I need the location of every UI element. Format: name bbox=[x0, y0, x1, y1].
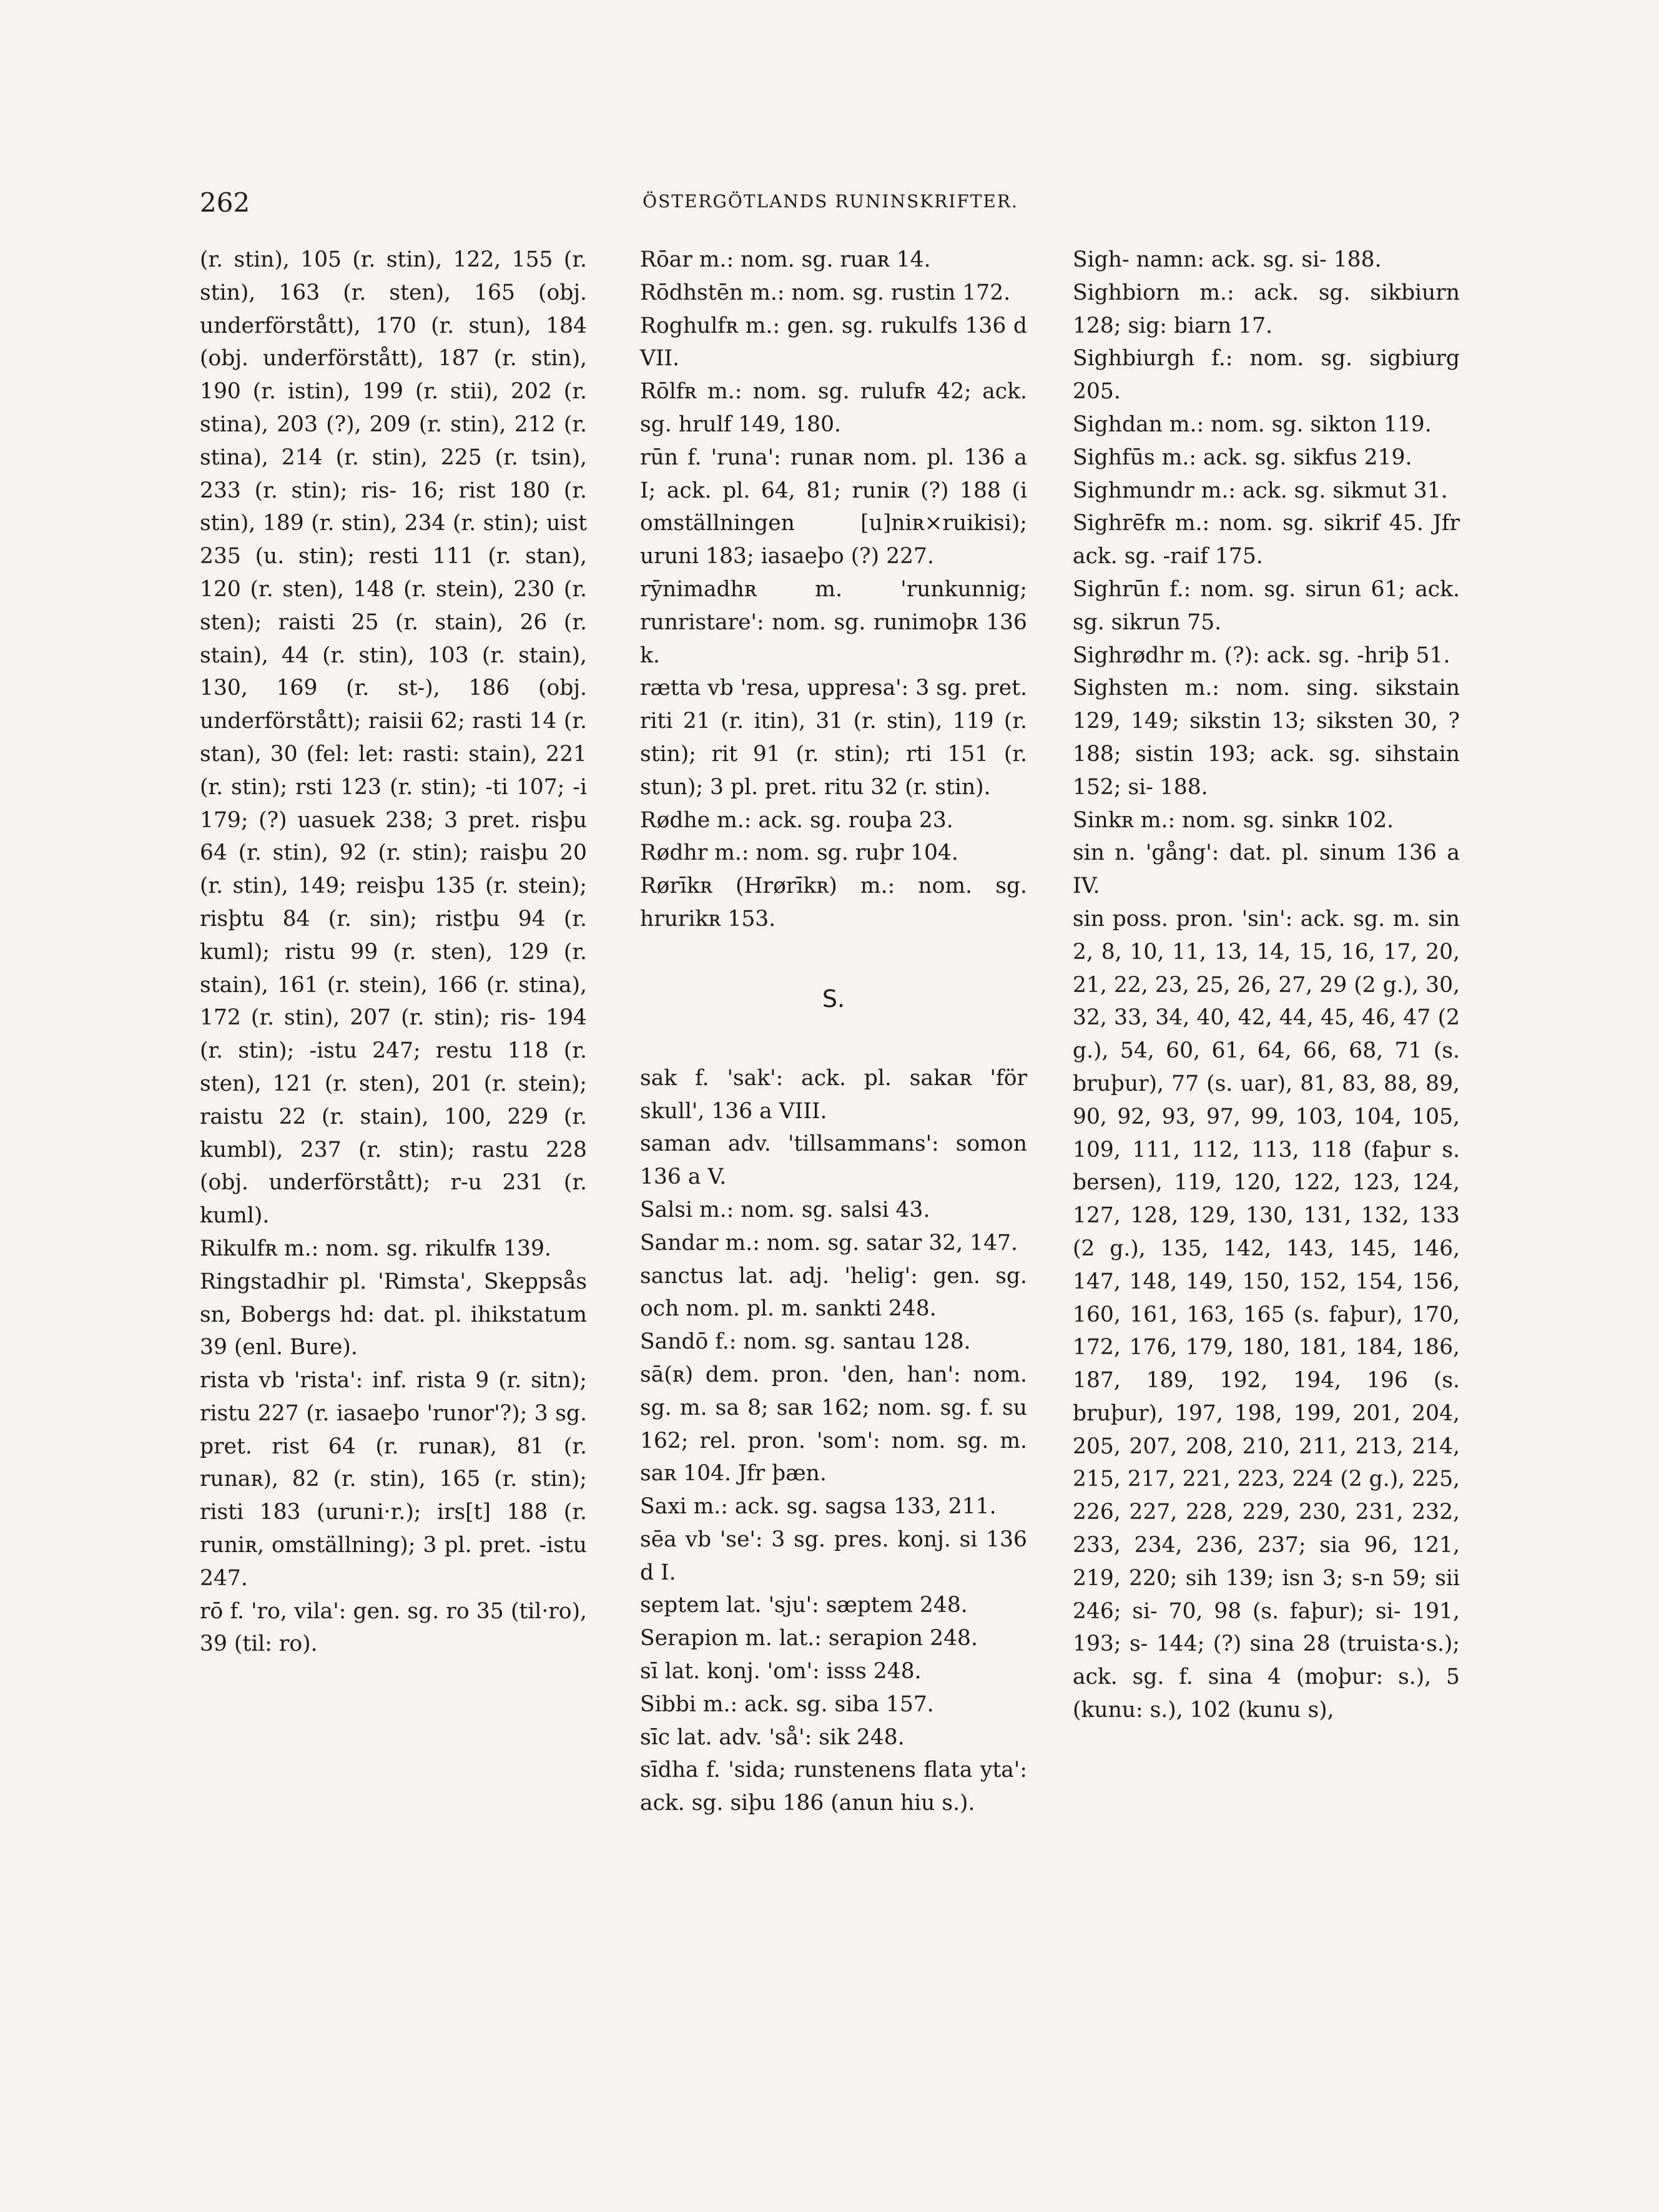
dictionary-entry: Rōlfʀ m.: nom. sg. rulufʀ 42; ack. sg. hrulf 149, 180. bbox=[640, 379, 1027, 437]
dictionary-entry: sīdha f. 'sida; runstenens flata yta': ack. sg. siþu 186 (anun hiu s.). bbox=[640, 1757, 1027, 1816]
dictionary-entry: sēa vb 'se': 3 sg. pres. konj. si 136 d I. bbox=[640, 1526, 1027, 1585]
dictionary-entry: Sibbi m.: ack. sg. siba 157. bbox=[640, 1691, 934, 1717]
dictionary-entry: rætta vb 'resa, uppresa': 3 sg. pret. riti 21 (r. itin), 31 (r. stin), 119 (r. stin); rit 91 (r. stin); rti 151 (r. stun); 3 pl. pret. ritu 32 (r. stin). bbox=[640, 676, 1027, 800]
dictionary-entry: Rikulfʀ m.: nom. sg. rikulfʀ 139. bbox=[200, 1236, 551, 1261]
dictionary-entry: Sinkʀ m.: nom. sg. sinkʀ 102. bbox=[1073, 807, 1394, 833]
dictionary-entry: rȳnimadhʀ m. 'runkunnig; runristare': nom. sg. runimoþʀ 136 k. bbox=[640, 576, 1027, 668]
column-right bbox=[1073, 243, 1460, 1727]
dictionary-entry: sanctus lat. adj. 'helig': gen. sg. och nom. pl. m. sankti 248. bbox=[640, 1263, 1027, 1322]
column-left bbox=[200, 243, 587, 1661]
dictionary-entry: Sighmundr m.: ack. sg. sikmut 31. bbox=[1073, 478, 1448, 503]
dictionary-entry: rista vb 'rista': inf. rista 9 (r. sitn); ristu 227 (r. iasaeþo 'runor'?); 3 sg. pret. rist 64 (r. runaʀ), 81 (r. runaʀ), 82 (r. stin), 165 (r. stin); risti 183 (uruni·r.); irs[t] 188 (r. runiʀ, omställning); 3 pl. pret. -istu 247. bbox=[200, 1368, 587, 1591]
dictionary-entry: sā(ʀ) dem. pron. 'den, han': nom. sg. m. sa 8; saʀ 162; nom. sg. f. su 162; rel. pron. 'som': nom. sg. m. saʀ 104. Jfr þæn. bbox=[640, 1362, 1027, 1487]
dictionary-entry: Sandar m.: nom. sg. satar 32, 147. bbox=[640, 1230, 1018, 1256]
dictionary-entry: (r. stin), 105 (r. stin), 122, 155 (r. stin), 163 (r. sten), 165 (obj. underförstått), 170 (r. stun), 184 (obj. underförstått), 187 (r. stin), 190 (r. istin), 199 (r. stii), 202 (r. stina), 203 (?), 209 (r. stin), 212 (r. stina), 214 (r. stin), 225 (r. tsin), 233 (r. stin); ris- 16; rist 180 (r. stin), 189 (r. stin), 234 (r. stin); uist 235 (u. stin); resti 111 (r. stan), 120 (r. sten), 148 (r. stein), 230 (r. sten); raisti 25 (r. stain), 26 (r. stain), 44 (r. stin), 103 (r. stain), 130, 169 (r. st-), 186 (obj. underförstått); raisii 62; rasti 14 (r. stan), 30 (fel: let: rasti: stain), 221 (r. stin); rsti 123 (r. stin); -ti 107; -i 179; (?) uasuek 238; 3 pret. risþu 64 (r. stin), 92 (r. stin); raisþu 20 (r. stin), 149; reisþu 135 (r. stein); risþtu 84 (r. sin); ristþu 94 (r. kuml); ristu 99 (r. sten), 129 (r. stain), 161 (r. stein), 166 (r. stina), 172 (r. stin), 207 (r. stin); ris- 194 (r. stin); -istu 247; restu 118 (r. sten), 121 (r. sten), 201 (r. stein); raistu 22 (r. stain), 100, 229 (r. kumbl), 237 (r. stin); rastu 228 (obj. underförstått); r-u 231 (r. kuml). bbox=[200, 247, 587, 1229]
dictionary-entry: Sighrødhr m. (?): ack. sg. -hriþ 51. bbox=[1073, 642, 1450, 668]
dictionary-entry: sī lat. konj. 'om': isss 248. bbox=[640, 1659, 922, 1684]
dictionary-entry: septem lat. 'sju': sæptem 248. bbox=[640, 1593, 968, 1618]
dictionary-entry: Sighbiurgh f.: nom. sg. sigbiurg 205. bbox=[1073, 346, 1460, 405]
section-heading: S. bbox=[822, 985, 845, 1013]
dictionary-entry: Ringstadhir pl. 'Rimsta', Skeppsås sn, Bobergs hd: dat. pl. ihikstatum 39 (enl. Bure). bbox=[200, 1269, 587, 1360]
dictionary-entry: Roghulfʀ m.: gen. sg. rukulfs 136 d VII. bbox=[640, 313, 1027, 371]
dictionary-entry: Sighdan m.: nom. sg. sikton 119. bbox=[1073, 411, 1432, 437]
dictionary-entry: Salsi m.: nom. sg. salsi 43. bbox=[640, 1197, 930, 1222]
dictionary-entry: Sandō f.: nom. sg. santau 128. bbox=[640, 1329, 971, 1355]
dictionary-entry: Sigh- namn: ack. sg. si- 188. bbox=[1073, 247, 1382, 272]
dictionary-entry: Serapion m. lat.: serapion 248. bbox=[640, 1626, 978, 1651]
dictionary-entry: sin poss. pron. 'sin': ack. sg. m. sin 2, 8, 10, 11, 13, 14, 15, 16, 17, 20, 21, 22, 23, 25, 26, 27, 29 (2 g.), 30, 32, 33, 34, 40, 42, 44, 45, 46, 47 (2 g.), 54, 60, 61, 64, 66, 68, 71 (s. bruþur), 77 (s. uar), 81, 83, 88, 89, 90, 92, 93, 97, 99, 103, 104, 105, 109, 111, 112, 113, 118 (faþur s. bersen), 119, 120, 122, 123, 124, 127, 128, 129, 130, 131, 132, 133 (2 g.), 135, 142, 143, 145, 146, 147, 148, 149, 150, 152, 154, 156, 160, 161, 163, 165 (s. faþur), 170, 172, 176, 179, 180, 181, 184, 186, 187, 189, 192, 194, 196 (s. bruþur), 197, 198, 199, 201, 204, 205, 207, 208, 210, 211, 213, 214, 215, 217, 221, 223, 224 (2 g.), 225, 226, 227, 228, 229, 230, 231, 232, 233, 234, 236, 237; sia 96, 121, 219, 220; sih 139; isn 3; s-n 59; sii 246; si- 70, 98 (s. faþur); si- 191, 193; s- 144; (?) sina 28 (truista·s.); ack. sg. f. sina 4 (moþur: s.), 5 (kunu: s.), 102 (kunu s), bbox=[1073, 906, 1460, 1723]
dictionary-entry: Sighsten m.: nom. sing. sikstain 129, 149; sikstin 13; siksten 30, ? 188; sistin 193; ack. sg. sihstain 152; si- 188. bbox=[1073, 676, 1460, 800]
page-number: 262 bbox=[200, 187, 250, 218]
column-middle bbox=[640, 243, 1027, 1820]
dictionary-entry: Sighrūn f.: nom. sg. sirun 61; ack. sg. sikrun 75. bbox=[1073, 576, 1460, 635]
running-head: ÖSTERGÖTLANDS RUNINSKRIFTER. bbox=[642, 191, 1018, 212]
dictionary-entry: Saxi m.: ack. sg. sagsa 133, 211. bbox=[640, 1494, 997, 1520]
dictionary-entry: Rørīkʀ (Hrørīkʀ) m.: nom. sg. hrurikʀ 153. bbox=[640, 873, 1027, 931]
dictionary-entry: sin n. 'gång': dat. pl. sinum 136 a IV. bbox=[1073, 840, 1460, 899]
dictionary-entry: Sighbiorn m.: ack. sg. sikbiurn 128; sig: biarn 17. bbox=[1073, 280, 1460, 338]
dictionary-entry: rō f. 'ro, vila': gen. sg. ro 35 (til·ro), 39 (til: ro). bbox=[200, 1598, 587, 1657]
dictionary-entry: Rødhe m.: ack. sg. rouþa 23. bbox=[640, 807, 953, 833]
dictionary-entry: Sighrēfʀ m.: nom. sg. sikrif 45. Jfr ack. sg. -raif 175. bbox=[1073, 511, 1460, 569]
dictionary-entry: sak f. 'sak': ack. pl. sakaʀ 'för skull', 136 a VIII. bbox=[640, 1065, 1027, 1124]
dictionary-entry: Rødhr m.: nom. sg. ruþr 104. bbox=[640, 840, 958, 866]
dictionary-entry: Sighfūs m.: ack. sg. sikfus 219. bbox=[1073, 445, 1412, 470]
dictionary-entry: saman adv. 'tillsammans': somon 136 a V. bbox=[640, 1131, 1027, 1190]
dictionary-entry: Rōar m.: nom. sg. ruaʀ 14. bbox=[640, 247, 931, 272]
dictionary-entry: Rōdhstēn m.: nom. sg. rustin 172. bbox=[640, 280, 1011, 305]
dictionary-entry: rūn f. 'runa': runaʀ nom. pl. 136 a I; ack. pl. 64, 81; runiʀ (?) 188 (i omställningen [u]niʀ×ruikisi); uruni 183; iasaeþo (?) 227. bbox=[640, 445, 1027, 569]
page-header bbox=[200, 187, 1461, 225]
dictionary-entry: sīc lat. adv. 'så': sik 248. bbox=[640, 1724, 905, 1750]
